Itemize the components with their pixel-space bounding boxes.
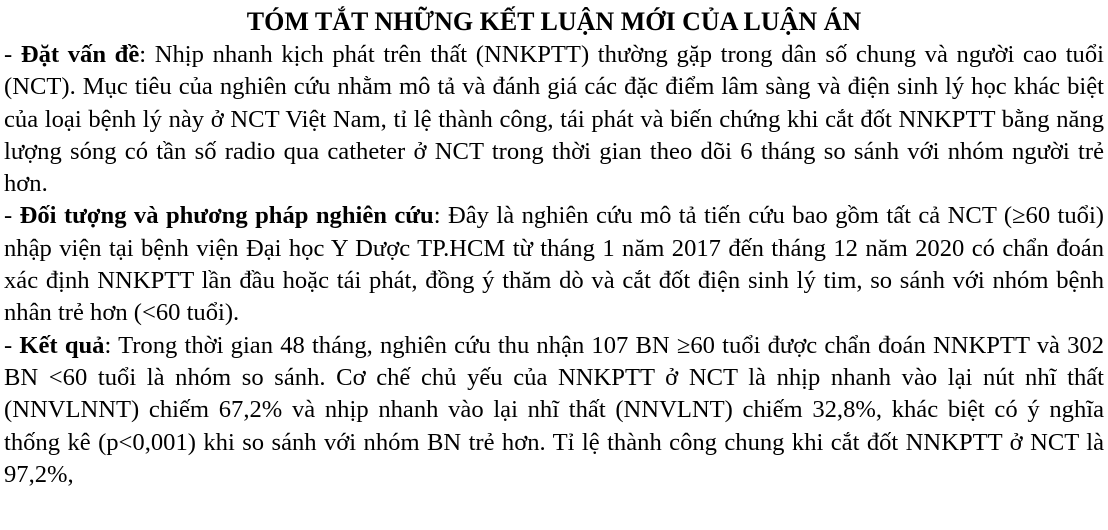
section-results — [4, 330, 1104, 491]
section-prefix: - — [4, 41, 21, 68]
document-title: TÓM TẮT NHỮNG KẾT LUẬN MỚI CỦA LUẬN ÁN — [246, 7, 862, 36]
section-heading: Kết quả — [19, 331, 105, 359]
section-text: : Nhịp nhanh kịch phát trên thất (NNKPTT) thường gặp trong dân số chung và người cao tuổi (NCT). Mục tiêu của nghiên cứu nhằm mô tả và đánh giá các đặc điểm lâm sàng và điện sinh lý học khác biệt của loại bệnh lý này ở NCT Việt Nam, tỉ lệ thành công, tái phát và biến chứng khi cắt đốt NNKPTT bằng năng lượng sóng có tần số radio qua catheter ở NCT trong thời gian theo dõi 6 tháng so sánh với nhóm người trẻ hơn. — [4, 41, 1104, 198]
section-text: : Trong thời gian 48 tháng, nghiên cứu thu nhận 107 BN ≥60 tuổi được chẩn đoán NNKPTT và 302 BN <60 tuổi là nhóm so sánh. Cơ chế chủ yếu của NNKPTT ở NCT là nhịp nhanh vào lại nút nhĩ thất (NNVLNNT) chiếm 67,2% và nhịp nhanh vào lại nhĩ thất (NNVLNT) chiếm 32,8%, khác biệt có ý nghĩa thống kê (p<0,001) khi so sánh với nhóm BN trẻ hơn. Tỉ lệ thành công chung khi cắt đốt NNKPTT ở NCT là 97,2%, — [4, 331, 1105, 488]
section-heading: Đặt vấn đề — [20, 41, 140, 68]
section-text: : Đây là nghiên cứu mô tả tiến cứu bao gồm tất cả NCT (≥60 tuổi) nhập viện tại bệnh viện Đại học Y Dược TP.HCM từ tháng 1 năm 2017 đến tháng 12 năm 2020 có chẩn đoán xác định NNKPTT lần đầu hoặc tái phát, đồng ý thăm dò và cắt đốt điện sinh lý tim, so sánh với nhóm bệnh nhân trẻ hơn (<60 tuổi). — [4, 202, 1104, 327]
section-subjects-methods — [4, 200, 1104, 329]
document-page — [4, 0, 1104, 491]
section-prefix: - — [4, 331, 20, 359]
section-heading: Đối tượng và phương pháp nghiên cứu — [19, 202, 434, 230]
section-problem-statement — [4, 39, 1104, 200]
section-prefix: - — [4, 202, 20, 230]
